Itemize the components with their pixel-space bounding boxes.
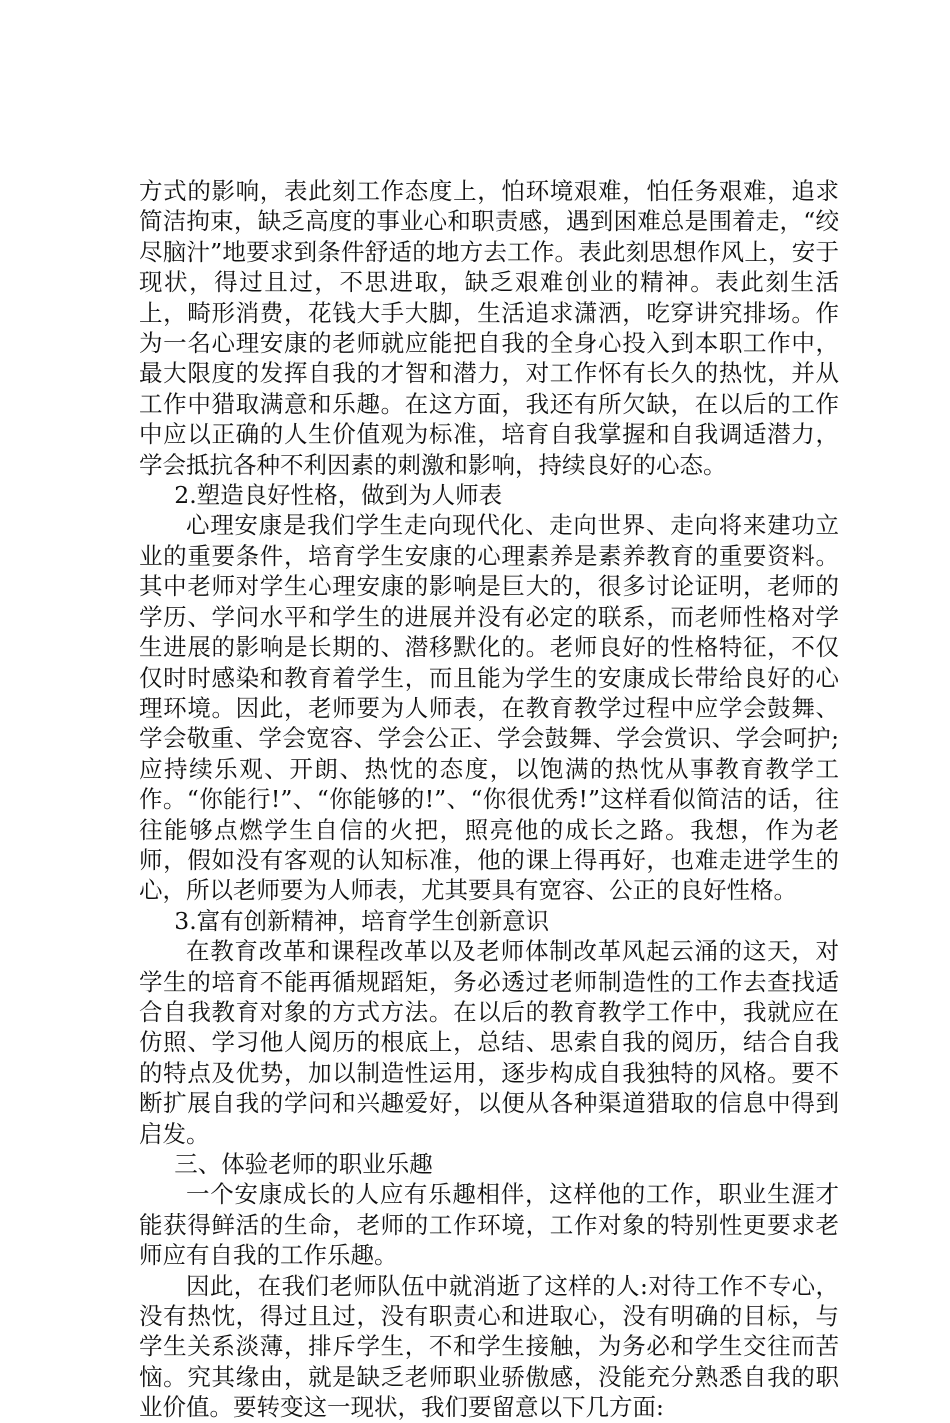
paragraph-continued: 方式的影响，表此刻工作态度上，怕环境艰难，怕任务艰难，追求简洁拘束，缺乏高度的事业心和职责感，遇到困难总是围着走，“绞尽脑汁”地要求到条件舒适的地方去工作。表此刻思想作风上，安于现状，得过且过，不思进取，缺乏艰难创业的精神。表此刻生活上，畸形消费，花钱大手大脚，生活追求潇洒，吃穿讲究排场。作为一名心理安康的老师就应能把自我的全身心投入到本职工作中，最大限度的发挥自我的才智和潜力，对工作怀有长久的热忱，并从工作中猎取满意和乐趣。在这方面，我还有所欠缺，在以后的工作中应以正确的人生价值观为标准，培育自我掌握和自我调适潜力，学会抵抗各种不利因素的刺激和影响，持续良好的心态。 xyxy=(139,177,839,479)
section-heading-2: 2.塑造良好性格，做到为人师表 xyxy=(174,481,503,510)
paragraph-reasons: 因此，在我们老师队伍中就消逝了这样的人:对待工作不专心，没有热忱，得过且过，没有职责心和进取心，没有明确的目标，与学生关系淡薄，排斥学生，不和学生接触，为务必和学生交往而苦恼。究其缘由，就是缺乏老师职业骄傲感，没能充分熟悉自我的职业价值。要转变这一现状，我们要留意以下几方面: xyxy=(139,1271,839,1422)
paragraph-personality: 心理安康是我们学生走向现代化、走向世界、走向将来建功立业的重要条件，培育学生安康的心理素养是素养教育的重要资料。其中老师对学生心理安康的影响是巨大的，很多讨论证明，老师的学历、学问水平和学生的进展并没有必定的联系，而老师性格对学生进展的影响是长期的、潜移默化的。老师良好的性格特征，不仅仅时时感染和教育着学生，而且能为学生的安康成长带给良好的心理环境。因此，老师要为人师表，在教育教学过程中应学会鼓舞、学会敬重、学会宽容、学会公正、学会鼓舞、学会赏识、学会呵护;应持续乐观、开朗、热忱的态度，以饱满的热忱从事教育教学工作。“你能行!”、“你能够的!”、“你很优秀!”这样看似简洁的话，往往能够点燃学生自信的火把，照亮他的成长之路。我想，作为老师，假如没有客观的认知标准，他的课上得再好，也难走进学生的心，所以老师要为人师表，尤其要具有宽容、公正的良好性格。 xyxy=(139,511,839,905)
paragraph-innovation: 在教育改革和课程改革以及老师体制改革风起云涌的这天，对学生的培育不能再循规蹈矩，务必透过老师制造性的工作去查找适合自我教育对象的方式方法。在以后的教育教学工作中，我就应在仿照、学习他人阅历的根底上，总结、思索自我的阅历，结合自我的特点及优势，加以制造性运用，逐步构成自我独特的风格。要不断扩展自我的学问和兴趣爱好，以便从各种渠道猎取的信息中得到启发。 xyxy=(139,937,839,1148)
paragraph-joy: 一个安康成长的人应有乐趣相伴，这样他的工作，职业生涯才能获得鲜活的生命，老师的工作环境，工作对象的特别性更要求老师应有自我的工作乐趣。 xyxy=(139,1180,839,1270)
document-body xyxy=(139,176,839,1423)
section-heading-three: 三、体验老师的职业乐趣 xyxy=(174,1150,433,1178)
section-heading-3: 3.富有创新精神，培育学生创新意识 xyxy=(174,906,550,935)
